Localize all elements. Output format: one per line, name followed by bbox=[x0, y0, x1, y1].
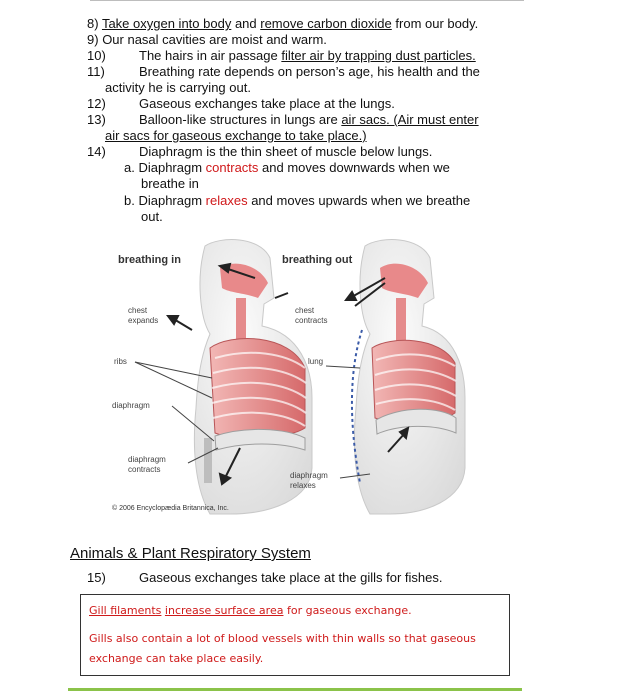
gill-filaments-text: Gill filaments bbox=[89, 604, 162, 617]
label-chest-expands-2: expands bbox=[128, 316, 159, 325]
surface-area-text: increase surface area bbox=[164, 604, 284, 617]
gill-note-line-3: exchange can take place easily. bbox=[89, 652, 264, 665]
item-number: 10) bbox=[87, 48, 106, 63]
subitem-b-text: Diaphragm bbox=[138, 193, 206, 208]
list-item-9 bbox=[87, 32, 327, 48]
label-chest-contracts-1: chest bbox=[295, 306, 315, 315]
subitem-label: a. bbox=[124, 160, 135, 175]
item-10-text: The hairs in air passage bbox=[139, 48, 282, 63]
item-number: 14) bbox=[87, 144, 106, 159]
list-item-11-cont bbox=[105, 80, 251, 96]
subitem-b-text-2: out. bbox=[141, 209, 163, 224]
item-8-text: and bbox=[231, 16, 261, 31]
label-ribs: ribs bbox=[114, 357, 127, 366]
item-10-underlined: filter air by trapping dust particles. bbox=[281, 48, 476, 63]
list-item-14a-cont bbox=[141, 176, 199, 192]
gill-note-box bbox=[80, 594, 510, 676]
list-item-13 bbox=[87, 112, 479, 128]
list-item-14b bbox=[124, 193, 470, 209]
list-item-8 bbox=[87, 16, 478, 32]
item-13-text: Balloon-like structures in lungs are bbox=[139, 112, 342, 127]
item-8-text-end: from our body. bbox=[391, 16, 479, 31]
label-diaphragm-relaxes-1: diaphragm bbox=[290, 471, 328, 480]
label-diaphragm-contracts-2: contracts bbox=[128, 465, 161, 474]
item-12-text: Gaseous exchanges take place at the lungs. bbox=[139, 96, 395, 111]
item-number: 8) bbox=[87, 16, 99, 31]
item-8-underlined-1: Take oxygen into body bbox=[101, 16, 232, 31]
list-item-10 bbox=[87, 48, 476, 64]
item-13-text-2: air sacs for gaseous exchange to take place.) bbox=[105, 128, 367, 143]
title-breathing-in: breathing in bbox=[118, 254, 181, 266]
top-rule bbox=[90, 0, 524, 1]
gill-note-line-1 bbox=[89, 601, 501, 621]
item-number: 13) bbox=[87, 112, 106, 127]
list-item-14b-cont bbox=[141, 209, 163, 225]
subitem-b-text-end: and moves upwards when we breathe bbox=[247, 193, 471, 208]
list-item-14 bbox=[87, 144, 432, 160]
subitem-label: b. bbox=[124, 193, 135, 208]
label-chest-expands-1: chest bbox=[128, 306, 148, 315]
subitem-a-text-end: and moves downwards when we bbox=[258, 160, 450, 175]
item-number: 9) bbox=[87, 32, 99, 47]
list-item-11 bbox=[87, 64, 480, 80]
subitem-b-highlight: relaxes bbox=[205, 193, 248, 208]
label-diaphragm-contracts-1: diaphragm bbox=[128, 455, 166, 464]
gill-note-line-2: Gills also contain a lot of blood vessels with thin walls so that gaseous bbox=[89, 632, 476, 645]
item-11-text: Breathing rate depends on person’s age, his health and the bbox=[139, 64, 480, 79]
item-number: 15) bbox=[87, 570, 106, 585]
breathing-diagram bbox=[100, 238, 520, 520]
copyright-note: © 2006 Encyclopædia Britannica, Inc. bbox=[112, 505, 229, 512]
item-13-underlined: air sacs bbox=[341, 112, 387, 127]
list-item-15 bbox=[87, 570, 443, 586]
item-number: 12) bbox=[87, 96, 106, 111]
item-8-underlined-2: remove carbon dioxide bbox=[260, 16, 392, 31]
list-item-13-cont bbox=[105, 128, 367, 144]
subitem-a-highlight: contracts bbox=[205, 160, 259, 175]
item-14-text: Diaphragm is the thin sheet of muscle below lungs. bbox=[139, 144, 433, 159]
item-number: 11) bbox=[87, 64, 105, 79]
label-lung: lung bbox=[308, 357, 324, 366]
gill-note-end: for gaseous exchange. bbox=[283, 604, 412, 617]
label-diaphragm-relaxes-2: relaxes bbox=[290, 481, 316, 490]
subitem-a-text-2: breathe in bbox=[141, 176, 199, 191]
subitem-a-text: Diaphragm bbox=[138, 160, 206, 175]
label-chest-contracts-2: contracts bbox=[295, 316, 328, 325]
list-item-12 bbox=[87, 96, 395, 112]
item-11-text-2: activity he is carrying out. bbox=[105, 80, 251, 95]
section-heading: Animals & Plant Respiratory System bbox=[70, 545, 311, 562]
label-diaphragm: diaphragm bbox=[112, 401, 150, 410]
item-9-text: Our nasal cavities are moist and warm. bbox=[102, 32, 327, 47]
item-13-underlined-2: . (Air must enter bbox=[386, 112, 479, 127]
title-breathing-out: breathing out bbox=[282, 254, 353, 266]
list-item-14a bbox=[124, 160, 450, 176]
item-15-text: Gaseous exchanges take place at the gills for fishes. bbox=[139, 570, 443, 585]
